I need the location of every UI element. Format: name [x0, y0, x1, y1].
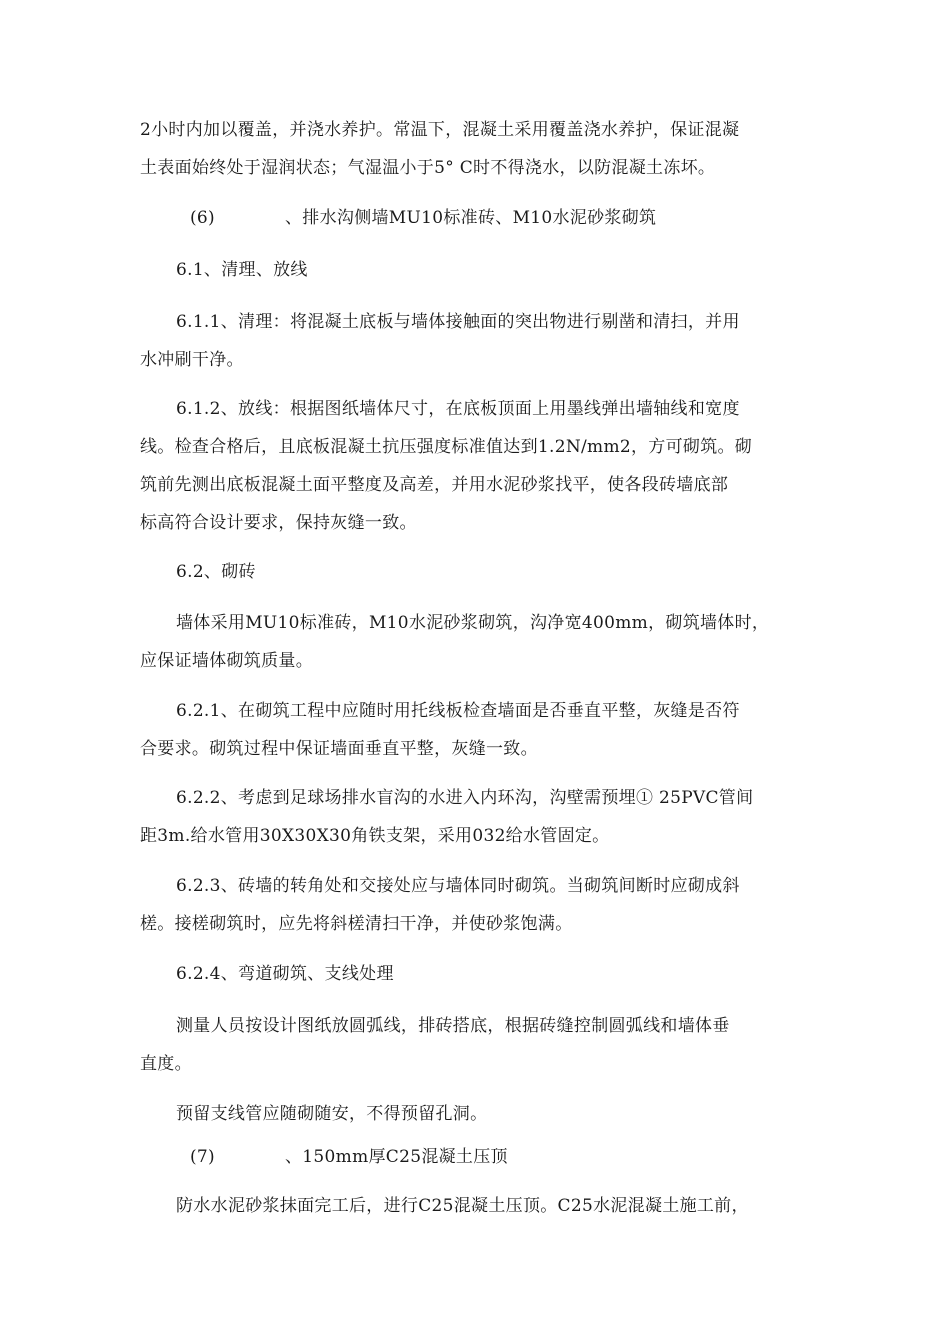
section-heading-7: [190, 1138, 860, 1176]
paragraph-curing: [140, 111, 810, 187]
paragraph-6-2-3: [140, 867, 810, 943]
subheading-6-2-4: [140, 955, 846, 993]
text-line: 合要求。砌筑过程中保证墙面垂直平整，灰缝一致。: [140, 739, 538, 759]
text-line: 预留支线管应随砌随安，不得预留孔洞。: [176, 1104, 488, 1124]
text-line: 6.2.2、考虑到足球场排水盲沟的水进入内环沟，沟壁需预埋① 25PVC管间: [176, 788, 754, 808]
text-line: 6.2.1、在砌筑工程中应随时用托线板检查墙面是否垂直平整，灰缝是否符: [176, 701, 740, 721]
text-line: 土表面始终处于湿润状态；气湿温小于5° C时不得浇水，以防混凝土冻坏。: [140, 158, 716, 178]
heading-text: 、排水沟侧墙MU10标准砖、M10水泥砂浆砌筑: [285, 208, 657, 228]
text-line: 6.1、清理、放线: [176, 260, 308, 280]
paragraph-arc: [140, 1007, 810, 1083]
text-line: 防水水泥砂浆抹面完工后，进行C25混凝土压顶。C25水泥混凝土施工前，: [176, 1196, 749, 1216]
text-line: 6.1.1、清理：将混凝土底板与墙体接触面的突出物进行剔凿和清扫，并用: [176, 312, 740, 332]
subheading-6-1: [140, 251, 846, 289]
text-line: 6.2.4、弯道砌筑、支线处理: [176, 964, 394, 984]
subheading-6-2: [140, 553, 846, 591]
paragraph-6-1-2: [140, 390, 810, 542]
text-line: 墙体采用MU10标准砖，M10水泥砂浆砌筑，沟净宽400mm，砌筑墙体时，: [176, 613, 770, 633]
text-line: 6.2.3、砖墙的转角处和交接处应与墙体同时砌筑。当砌筑间断时应砌成斜: [176, 876, 740, 896]
text-line: 应保证墙体砌筑质量。: [140, 651, 313, 671]
heading-number: (6): [190, 208, 215, 228]
heading-text: 、150mm厚C25混凝土压顶: [285, 1147, 508, 1167]
text-line: 水冲刷干净。: [140, 350, 244, 370]
paragraph-wall: [140, 604, 810, 680]
text-line: 测量人员按设计图纸放圆弧线，排砖搭底，根据砖缝控制圆弧线和墙体垂: [176, 1016, 730, 1036]
paragraph-6-2-1: [140, 692, 810, 768]
section-heading-6: [190, 199, 860, 237]
paragraph-branch: [140, 1095, 846, 1133]
text-line: 直度。: [140, 1054, 192, 1074]
text-line: 6.1.2、放线：根据图纸墙体尺寸，在底板顶面上用墨线弹出墙轴线和宽度: [176, 399, 740, 419]
heading-number: (7): [190, 1147, 215, 1167]
text-line: 线。检查合格后，且底板混凝土抗压强度标准值达到1.2N/mm2，方可砌筑。砌: [140, 437, 753, 457]
text-line: 槎。接槎砌筑时，应先将斜槎清扫干净，并使砂浆饱满。: [140, 914, 573, 934]
text-line: 标高符合设计要求，保持灰缝一致。: [140, 513, 417, 533]
text-line: 6.2、砌砖: [176, 562, 256, 582]
paragraph-capping: [140, 1187, 846, 1225]
text-line: 筑前先测出底板混凝土面平整度及高差，并用水泥砂浆找平，使各段砖墙底部: [140, 475, 729, 495]
paragraph-6-1-1: [140, 303, 810, 379]
text-line: 2小时内加以覆盖，并浇水养护。常温下，混凝土采用覆盖浇水养护，保证混凝: [140, 120, 740, 140]
paragraph-6-2-2: [140, 779, 810, 855]
text-line: 距3m.给水管用30X30X30角铁支架，采用032给水管固定。: [140, 826, 610, 846]
